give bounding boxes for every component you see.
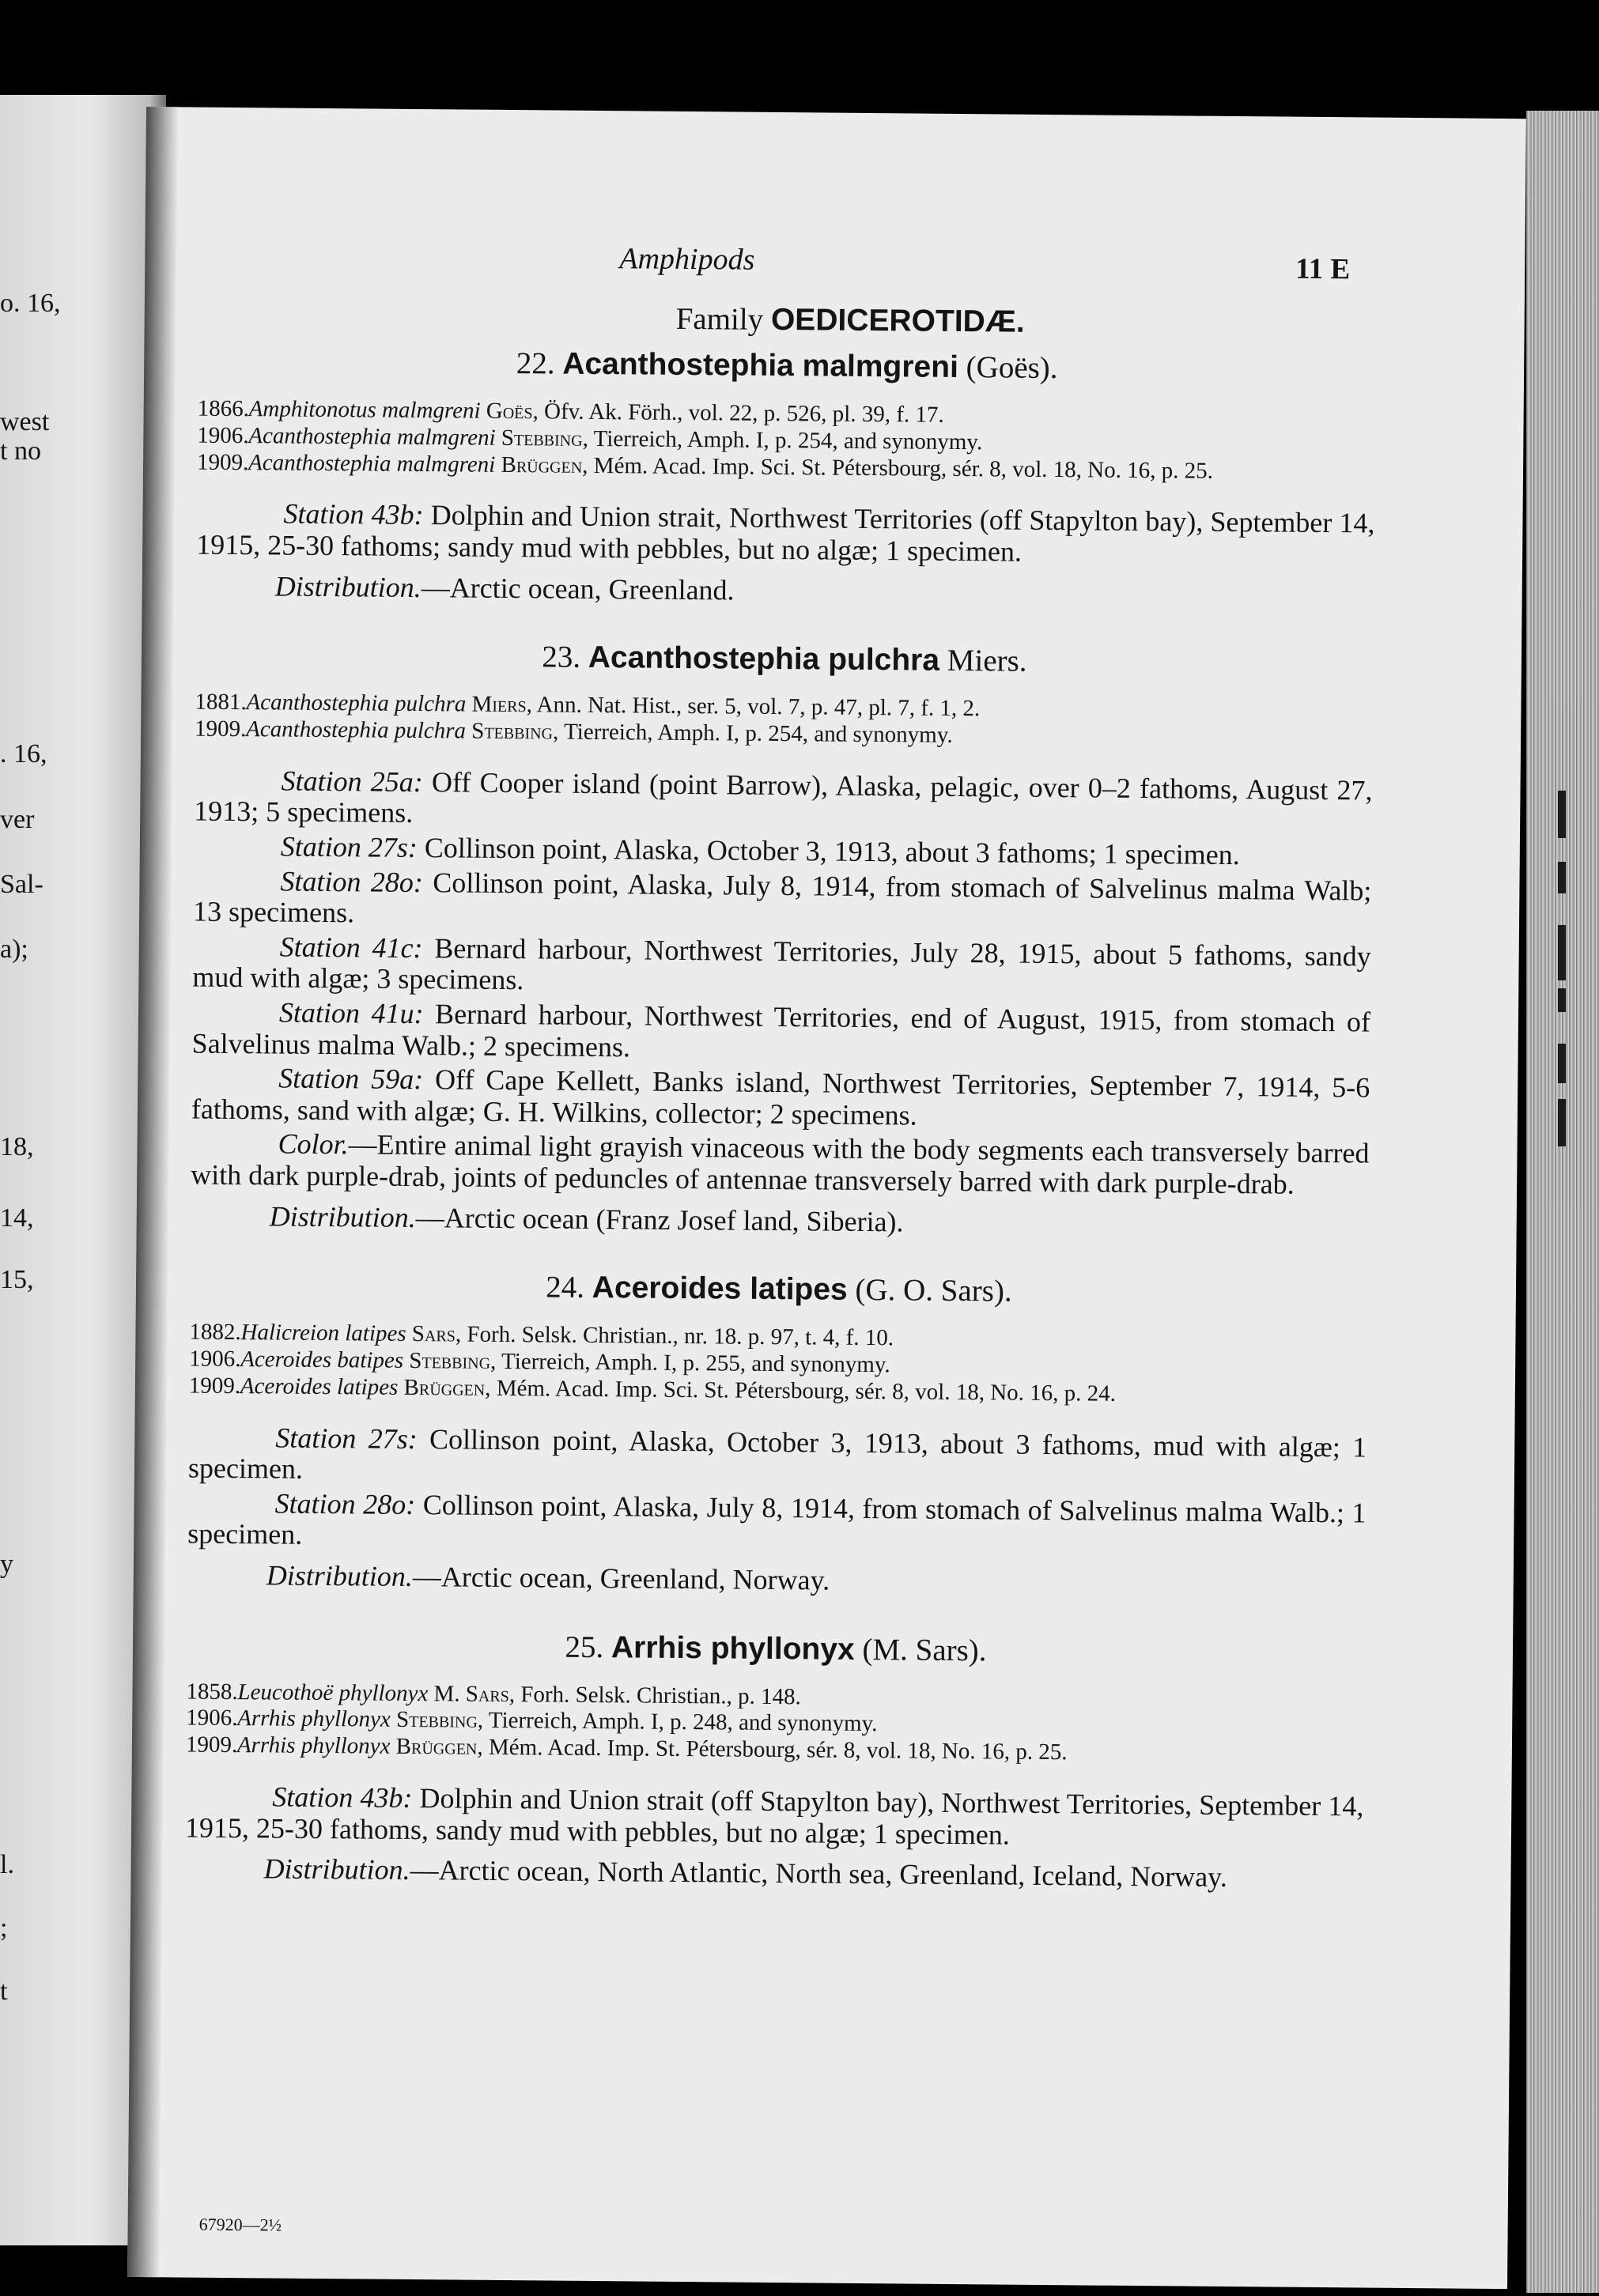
distribution-note <box>187 1560 1366 1602</box>
station-text: Collinson point, Alaska, July 8, 1914, from stomach of Salvelinus malma Walb.; 1 specimen. <box>187 1488 1367 1551</box>
synonym-reference: Tierreich, Amph. I, p. 255, and synonymy. <box>501 1348 890 1378</box>
species-number: 24. <box>546 1270 585 1305</box>
synonym-author: Brüggen, <box>501 451 588 478</box>
synonym-reference: Öfv. Ak. Förh., vol. 22, p. 526, pl. 39, f. 17. <box>543 398 944 428</box>
station-record <box>196 498 1375 571</box>
station-text: Off Cape Kellett, Banks island, Northwest Territories, September 7, 1914, 5-6 fathoms, sand with algæ; G. H. Wilkins, collector; 2 specimens. <box>191 1063 1370 1131</box>
facing-page-fragment: 15, <box>0 1265 34 1294</box>
station-text: Collinson point, Alaska, October 3, 1913, about 3 fathoms, mud with algæ; 1 specimen. <box>187 1422 1367 1486</box>
synonym-name: Acanthostephia pulchra <box>245 716 467 744</box>
synonym-reference: Mém. Acad. Imp. St. Pétersbourg, sér. 8, vol. 18, No. 16, p. 25. <box>488 1735 1068 1765</box>
synonym-year: 1882. <box>189 1319 241 1346</box>
facing-page-fragment: . 16, <box>0 739 47 768</box>
species-entry <box>191 638 1374 1242</box>
species-name: Acanthostephia malmgreni <box>562 346 959 384</box>
printer-code: 67920—2½ <box>198 2214 282 2235</box>
station-text: Dolphin and Union strait (off Stapylton bay), Northwest Territories, September 14, 1915, 25-30 fathoms, sandy mud with pebbles, but no algæ; 1 specimen. <box>184 1782 1364 1851</box>
synonym-reference: Mém. Acad. Imp. Sci. St. Pétersbourg, sér. 8, vol. 18, No. 16, p. 25. <box>593 452 1214 484</box>
facing-page-fragment: ; <box>0 1913 8 1943</box>
station-label: Station 28o: <box>280 865 424 898</box>
color-text: —Entire animal light grayish vinaceous with the body segments each transversely barred with dark purple-drab, joints of peduncles of antennae transversely barred with dark purple-drab. <box>191 1128 1370 1200</box>
station-label: Station 43b: <box>272 1781 413 1815</box>
distribution-label: Distribution. <box>269 1199 416 1233</box>
station-record <box>193 865 1372 938</box>
page-header <box>145 237 1525 289</box>
distribution-text: —Arctic ocean, Greenland, Norway. <box>412 1561 830 1596</box>
facing-page-fragment: t <box>0 1977 8 2006</box>
distribution-label: Distribution. <box>263 1852 410 1886</box>
species-name: Arrhis phyllonyx <box>610 1629 855 1667</box>
distribution-label: Distribution. <box>266 1559 413 1593</box>
station-text: Off Cooper island (point Barrow), Alaska, pelagic, over 0–2 fathoms, August 27, 1913; 5 specimens. <box>194 766 1373 829</box>
synonym-reference: Tierreich, Amph. I, p. 254, and synonymy. <box>563 719 953 748</box>
facing-page-fragment: t no <box>0 436 41 466</box>
synonym-year: 1881. <box>195 689 247 716</box>
synonymy-list <box>195 691 1373 752</box>
synonym-reference: Forh. Selsk. Christian., p. 148. <box>520 1681 801 1709</box>
distribution-text: —Arctic ocean, North Atlantic, North sea, Greenland, Iceland, Norway. <box>410 1854 1227 1894</box>
page-edge <box>1526 111 1599 2293</box>
distribution-note <box>184 1853 1363 1895</box>
page-edge-mark <box>1558 1044 1566 1083</box>
facing-page-fragment: o. 16, <box>0 289 61 318</box>
station-record <box>185 1781 1364 1854</box>
facing-page-fragment: Sal- <box>0 870 43 899</box>
family-name: OEDICEROTIDÆ. <box>770 302 1025 339</box>
synonym-name: Acanthostephia malmgreni <box>248 449 496 478</box>
species-authority: Miers. <box>947 644 1027 678</box>
distribution-note <box>191 1200 1369 1242</box>
station-list <box>185 1781 1364 1854</box>
species-number: 23. <box>542 640 581 675</box>
species-name: Acanthostephia pulchra <box>588 640 940 678</box>
synonym-reference: Ann. Nat. Hist., ser. 5, vol. 7, p. 47, pl. 7, f. 1, 2. <box>536 692 981 722</box>
synonymy-list <box>186 1680 1365 1768</box>
synonym-author: Brüggen, <box>403 1374 491 1401</box>
synonym-author: M. Sars, <box>433 1680 516 1707</box>
station-label: Station 27s: <box>280 830 418 864</box>
species-number: 25. <box>565 1629 604 1664</box>
page-edge-mark <box>1558 862 1566 893</box>
synonym-reference: Mém. Acad. Imp. Sci. St. Pétersbourg, sér. 8, vol. 18, No. 16, p. 24. <box>496 1375 1117 1407</box>
distribution-note <box>196 570 1374 612</box>
station-text: Dolphin and Union strait, Northwest Territories (off Stapylton bay), September 14, 1915, 25-30 fathoms; sandy mud with pebbles, but no algæ; 1 specimen. <box>195 499 1375 568</box>
synonym-year: 1909. <box>194 716 247 742</box>
station-record <box>188 1422 1367 1494</box>
species-title <box>195 638 1374 682</box>
facing-page-fragment: y <box>0 1550 13 1579</box>
synonym-year: 1909. <box>185 1731 238 1758</box>
station-text: Bernard harbour, Northwest Territories, end of August, 1915, from stomach of Salvelinus malma Walb.; 2 specimens. <box>191 998 1371 1063</box>
facing-page-fragment: a); <box>0 935 28 964</box>
page-edge-mark <box>1558 925 1566 980</box>
synonym-author: Goës, <box>486 398 539 425</box>
synonym-name: Halicreion latipes <box>240 1320 406 1346</box>
facing-page-fragment: 18, <box>0 1132 34 1161</box>
station-record <box>191 1063 1370 1135</box>
synonymy-list <box>189 1321 1368 1409</box>
facing-page-fragment: ver <box>0 805 35 834</box>
station-label: Station 41u: <box>278 996 424 1030</box>
synonym-author: Miers, <box>471 691 533 718</box>
synonym-year: 1906. <box>189 1346 241 1373</box>
species-entry <box>196 345 1377 612</box>
station-record <box>192 931 1371 1003</box>
station-label: Station 27s: <box>275 1422 418 1455</box>
station-label: Station 41c: <box>279 931 423 964</box>
synonym-name: Amphitonotus malmgreni <box>248 396 481 424</box>
species-entry <box>187 1268 1369 1601</box>
color-note <box>191 1128 1370 1201</box>
synonym-reference: Forh. Selsk. Christian., nr. 18. p. 97, t. 4, f. 10. <box>467 1321 894 1351</box>
family-heading <box>145 296 1540 344</box>
running-head: Amphipods <box>619 242 755 277</box>
distribution-label: Distribution. <box>274 570 421 603</box>
synonym-name: Acanthostephia malmgreni <box>248 422 496 451</box>
family-label: Family <box>675 301 764 337</box>
synonym-reference: Tierreich, Amph. I, p. 254, and synonymy. <box>593 425 983 455</box>
distribution-text: —Arctic ocean, Greenland. <box>421 571 735 606</box>
station-label: Station 59a: <box>278 1062 424 1096</box>
species-list <box>184 345 1376 1932</box>
page-number: 11 E <box>1295 252 1351 286</box>
synonym-name: Leucothoë phyllonyx <box>237 1679 429 1706</box>
station-label: Station 43b: <box>283 498 424 531</box>
species-entry <box>184 1627 1365 1894</box>
species-title <box>187 1627 1365 1671</box>
synonym-author: Stebbing, <box>395 1707 484 1734</box>
species-name: Aceroides latipes <box>592 1271 848 1307</box>
species-number: 22. <box>516 346 555 381</box>
station-record <box>187 1487 1367 1560</box>
station-list <box>191 765 1373 1201</box>
synonym-name: Aceroides batipes <box>240 1346 404 1373</box>
synonym-name: Arrhis phyllonyx <box>236 1732 391 1759</box>
station-text: Bernard harbour, Northwest Territories, July 28, 1915, about 5 fathoms, sandy mud with algæ; 3 specimens. <box>192 932 1371 996</box>
distribution-text: —Arctic ocean (Franz Josef land, Siberia). <box>415 1201 904 1237</box>
species-title <box>198 345 1376 389</box>
synonymy-list <box>197 397 1376 485</box>
station-list <box>196 498 1375 571</box>
station-list <box>187 1422 1367 1560</box>
species-title <box>190 1268 1368 1312</box>
page-edge-mark <box>1558 791 1566 838</box>
synonym-name: Arrhis phyllonyx <box>237 1705 391 1733</box>
document-page <box>127 107 1526 2289</box>
facing-page-fragment: l. <box>0 1850 14 1879</box>
synonym-author: Stebbing, <box>501 425 589 451</box>
species-authority: (G. O. Sars). <box>855 1273 1012 1308</box>
synonym-year: 1906. <box>186 1705 238 1731</box>
synonym-author: Stebbing, <box>409 1347 497 1374</box>
page-edge-mark <box>1558 988 1566 1012</box>
synonym-name: Aceroides latipes <box>240 1373 399 1400</box>
synonym-year: 1866. <box>197 395 250 422</box>
page-edge-mark <box>1558 1099 1566 1146</box>
synonym-year: 1909. <box>196 449 249 475</box>
synonym-author: Sars, <box>411 1321 462 1347</box>
color-label: Color. <box>278 1127 349 1161</box>
synonym-year: 1906. <box>197 422 249 448</box>
species-authority: (Goës). <box>966 350 1058 386</box>
synonym-year: 1909. <box>188 1373 241 1399</box>
station-label: Station 28o: <box>274 1487 416 1520</box>
species-authority: (M. Sars). <box>862 1632 987 1667</box>
station-record <box>191 997 1370 1070</box>
synonym-author: Stebbing, <box>471 718 559 745</box>
synonym-author: Brüggen, <box>395 1734 483 1761</box>
facing-page-fragment: west <box>0 407 50 436</box>
station-text: Collinson point, Alaska, October 3, 1913, about 3 fathoms; 1 specimen. <box>424 832 1240 871</box>
station-record <box>194 765 1373 837</box>
station-label: Station 25a: <box>281 765 423 798</box>
synonym-year: 1858. <box>186 1679 238 1705</box>
synonym-reference: Tierreich, Amph. I, p. 248, and synonymy. <box>488 1708 878 1737</box>
facing-page-fragment: 14, <box>0 1203 34 1233</box>
station-text: Collinson point, Alaska, July 8, 1914, from stomach of Salvelinus malma Walb; 13 specimens. <box>192 866 1372 929</box>
synonym-name: Acanthostephia pulchra <box>246 689 467 717</box>
